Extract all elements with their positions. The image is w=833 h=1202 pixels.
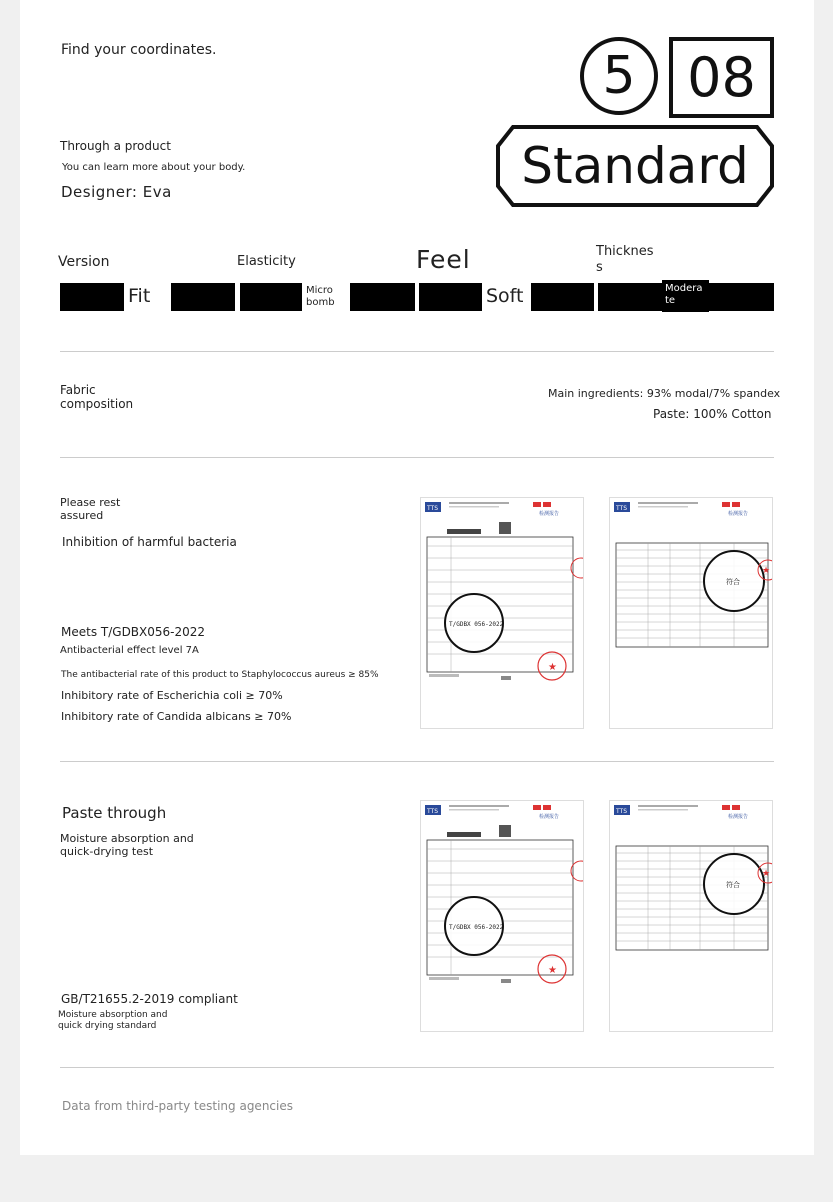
number-box: 08: [669, 37, 774, 118]
divider: [60, 1067, 774, 1068]
divider: [60, 351, 774, 352]
designer: Designer: Eva: [61, 183, 172, 201]
pass-text: 符合: [726, 881, 740, 889]
cert-title: 检测报告: [728, 814, 749, 820]
version-label: Version: [58, 254, 110, 270]
scale-block: [171, 283, 235, 311]
elasticity-value: Micro bomb: [306, 285, 335, 308]
elasticity-label: Elasticity: [237, 254, 296, 269]
moisture-test: Moisture absorption and quick-drying test: [60, 832, 194, 858]
certificate-image: [609, 497, 773, 729]
cert-logo: TTS: [427, 505, 439, 512]
standard-badge: Standard: [495, 124, 775, 208]
assured-label: Please rest assured: [60, 496, 121, 522]
fabric-main: Main ingredients: 93% modal/7% spandex: [548, 387, 781, 400]
svg-text:★: ★: [762, 869, 771, 879]
number-circle: 5: [580, 37, 658, 115]
feel-value: Soft: [486, 285, 524, 307]
certificate-image: [420, 800, 584, 1032]
antibacterial-heading: Inhibition of harmful bacteria: [62, 535, 237, 549]
fabric-paste: Paste: 100% Cotton: [653, 407, 772, 421]
cert-logo: TTS: [616, 808, 628, 815]
cert-title: 检测报告: [728, 511, 749, 517]
scale-block: [531, 283, 594, 311]
pass-text: 符合: [726, 578, 740, 586]
moisture-heading: Paste through: [62, 804, 167, 822]
cert-title: 检测报告: [539, 814, 560, 820]
stamp-text: T/GDBX 056-2022: [449, 924, 504, 931]
antibacterial-level: Antibacterial effect level 7A: [60, 645, 199, 656]
thickness-value: Modera te: [662, 280, 709, 312]
feel-label: Feel: [416, 245, 471, 274]
thickness-label: Thicknes s: [596, 244, 654, 275]
moisture-sub: Moisture absorption and quick drying standard: [58, 1010, 168, 1031]
description: You can learn more about your body.: [62, 162, 246, 173]
scale-block: [60, 283, 124, 311]
cert-logo: TTS: [616, 505, 628, 512]
antibacterial-standard: Meets T/GDBX056-2022: [61, 625, 206, 639]
source-note: Data from third-party testing agencies: [62, 1099, 293, 1113]
stamp-text: T/GDBX 056-2022: [449, 621, 504, 628]
scale-block: [350, 283, 415, 311]
candida-rate: Inhibitory rate of Candida albicans ≥ 70%: [61, 710, 292, 723]
svg-text:★: ★: [548, 965, 557, 976]
divider: [60, 457, 774, 458]
certificate-image: [420, 497, 584, 729]
cert-title: 检测报告: [539, 511, 560, 517]
scale-block: [240, 283, 302, 311]
subtitle: Through a product: [60, 139, 171, 153]
tagline: Find your coordinates.: [61, 42, 217, 58]
version-value: Fit: [128, 285, 151, 307]
fabric-label: Fabric composition: [60, 383, 134, 411]
svg-text:★: ★: [548, 662, 557, 673]
certificate-image: [609, 800, 773, 1032]
divider: [60, 761, 774, 762]
cert-logo: TTS: [427, 808, 439, 815]
moisture-standard: GB/T21655.2-2019 compliant: [61, 992, 238, 1006]
ecoli-rate: Inhibitory rate of Escherichia coli ≥ 70%: [61, 689, 283, 702]
staph-rate: The antibacterial rate of this product to Staphylococcus aureus ≥ 85%: [61, 670, 379, 680]
scale-block: [419, 283, 482, 311]
svg-text:★: ★: [762, 566, 771, 576]
